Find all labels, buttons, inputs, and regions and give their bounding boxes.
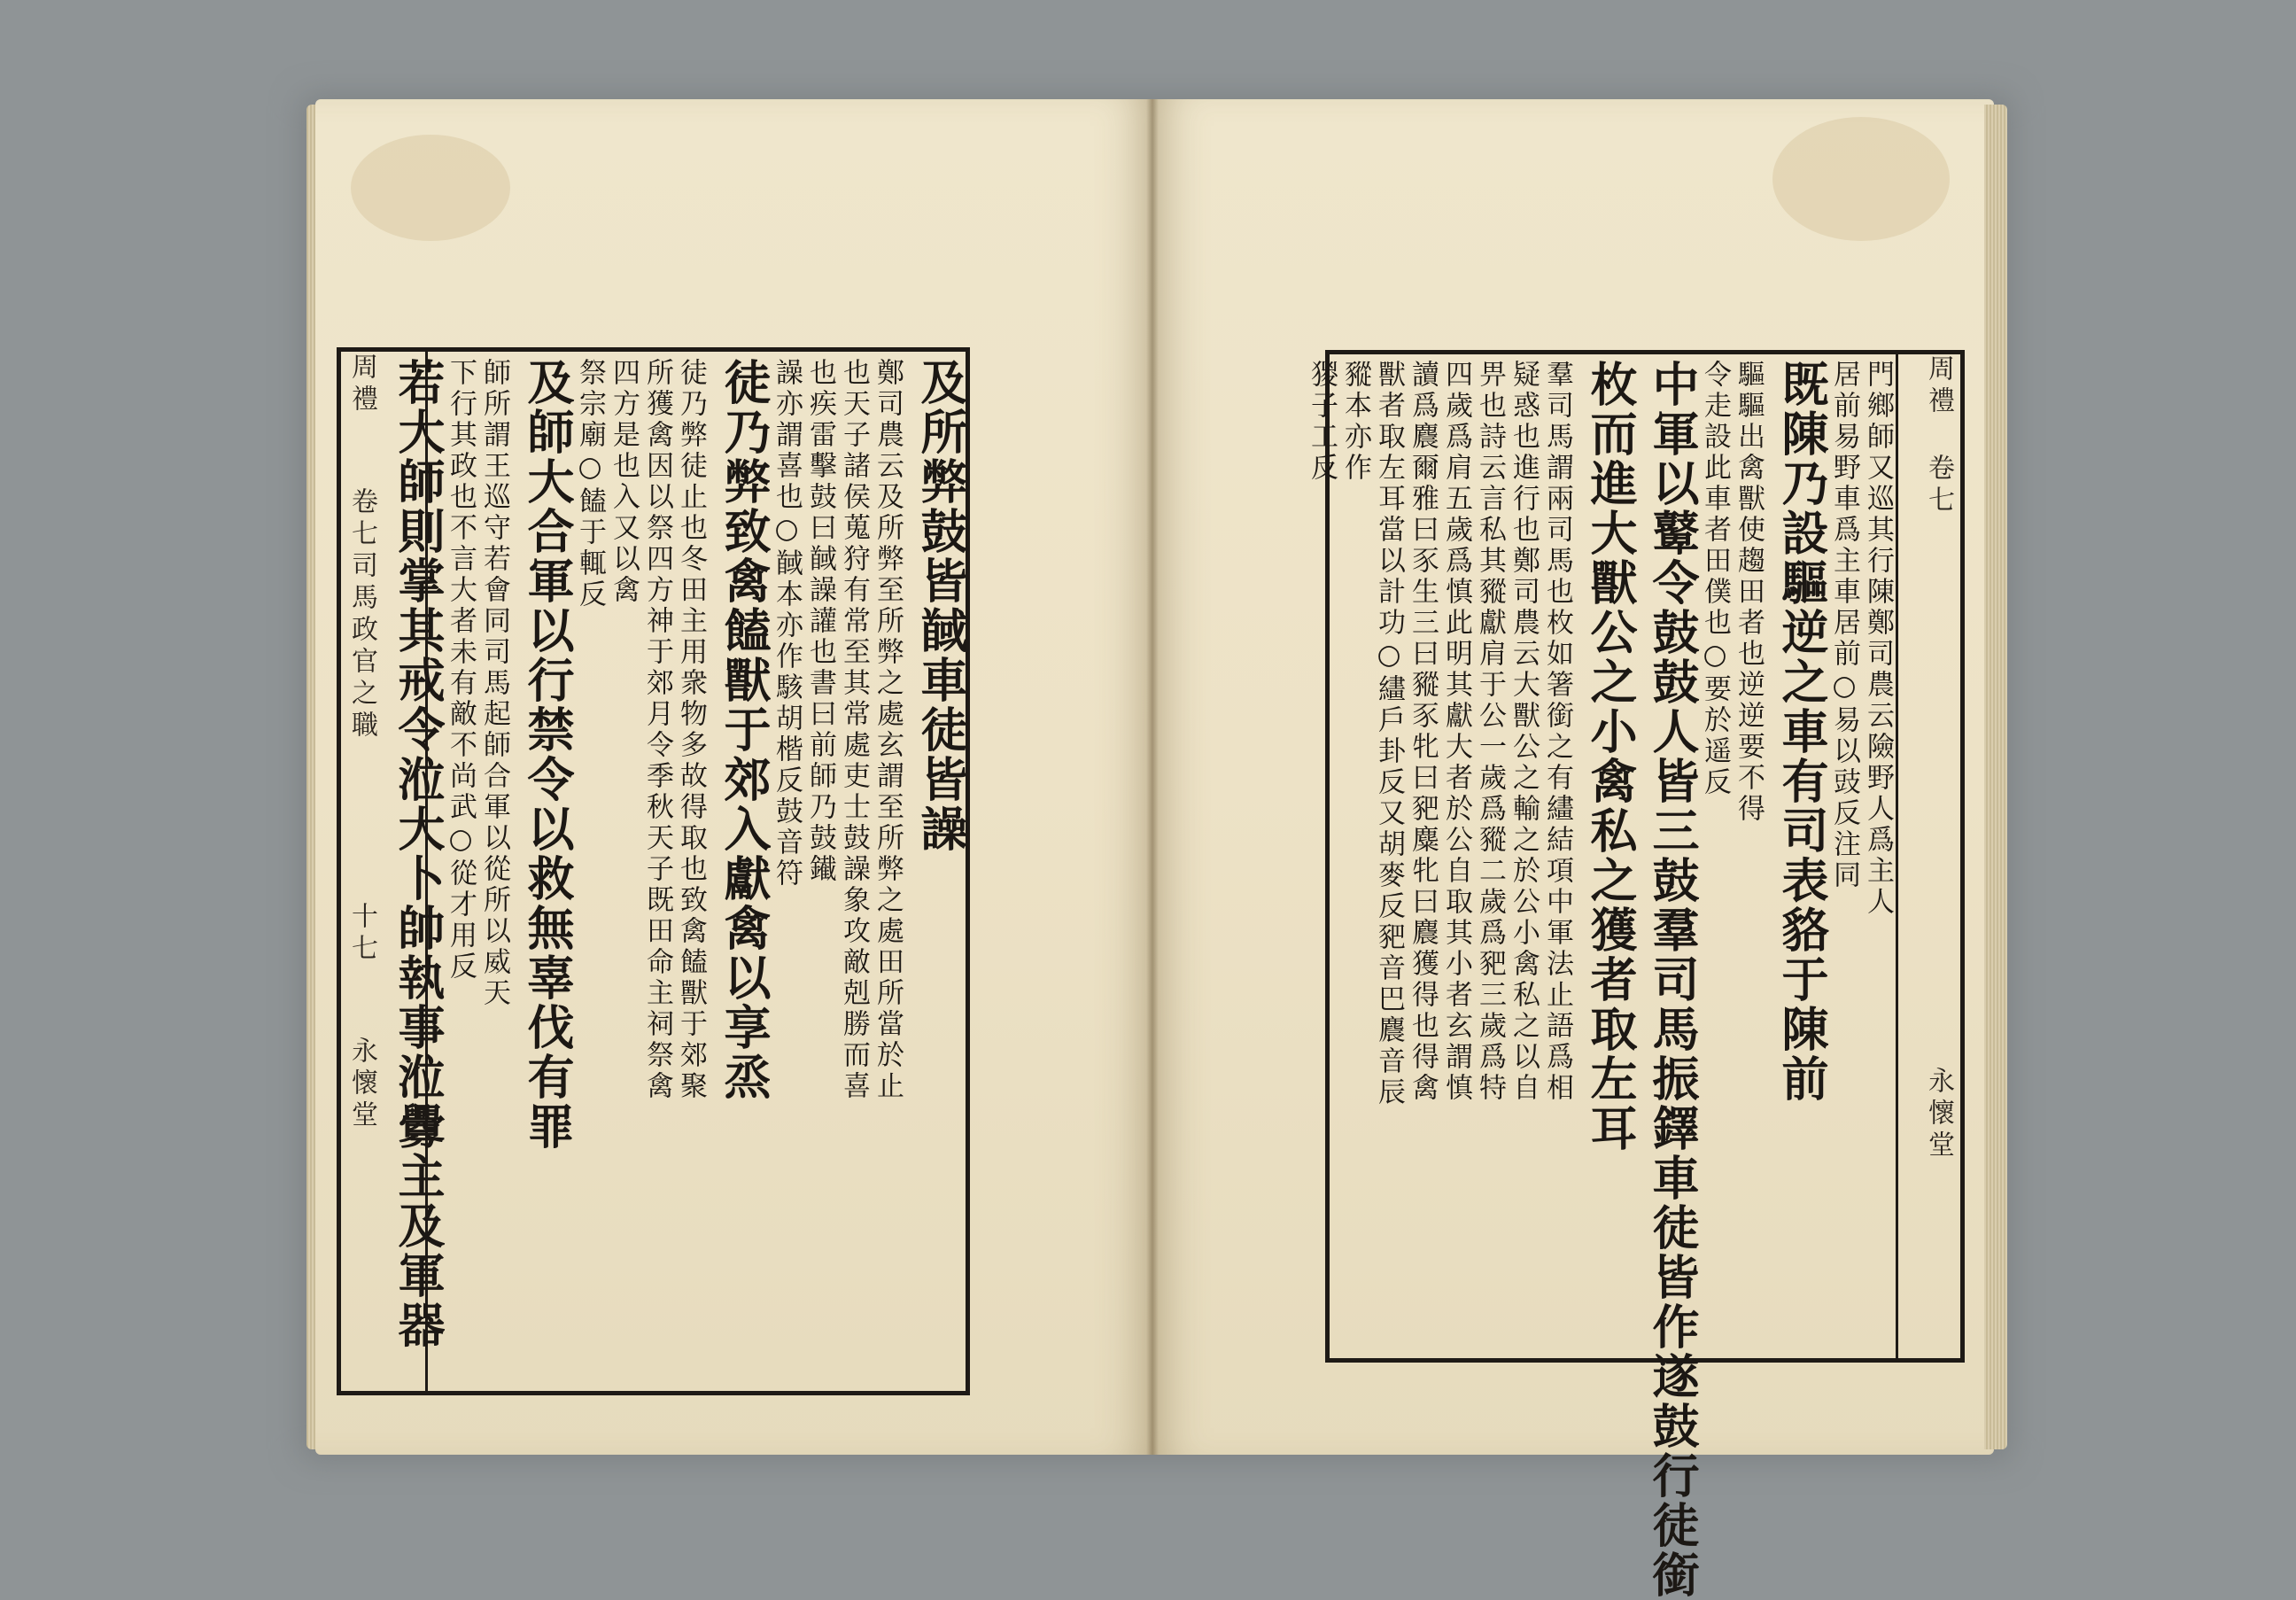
commentary-text-column: 徒乃弊徒止也冬田主用衆物多故得取也致禽饁獸于郊聚	[675, 358, 707, 1102]
main-text-column: 枚而進大獸公之小禽私之獲者取左耳	[1583, 360, 1638, 1153]
commentary-text-column: 羣司馬謂兩司馬也枚如箸銜之有繣結項中軍法止語爲相	[1541, 360, 1573, 1104]
commentary-text-column: 疑惑也進行也鄭司農云大獸公之輸之於公小禽私之以自	[1508, 360, 1540, 1104]
right-margin-title: 周禮卷七永懷堂	[1923, 354, 1954, 1162]
commentary-text-column: 居前易野車爲主車居前○易以豉反注同	[1828, 360, 1860, 891]
commentary-text-column: 令走設此車者田僕也○要於遥反	[1699, 360, 1731, 798]
main-text-column: 徒乃弊致禽饁獸于郊入獻禽以享烝	[717, 358, 772, 1102]
commentary-text-column: 也疾雷擊鼓曰馘譟讙也書曰前師乃鼓䥫	[804, 358, 836, 885]
commentary-text-column: 師所謂王巡守若會同司馬起師合軍以從所以威天	[478, 358, 510, 1009]
folio-divider-rule	[1896, 350, 1898, 1363]
page-stack-right	[1984, 105, 2007, 1449]
commentary-text-column: 祭宗廟○饁于輒反	[574, 358, 606, 610]
commentary-text-column: 門鄉師又巡其行陳鄭司農云險野人爲主人	[1862, 360, 1894, 918]
commentary-text-column: 下行其政也不言大者未有敵不尚武○從才用反	[445, 358, 477, 983]
main-text-column: 中軍以鼙令鼓鼓人皆三鼓羣司馬振鐸車徒皆作遂鼓行徒銜	[1645, 360, 1700, 1600]
commentary-text-column: 也天子諸侯蒐狩有常至其常處吏士鼓譟象攻敵剋勝而喜	[838, 358, 870, 1102]
paper-stain	[351, 135, 510, 241]
main-text-column: 及師大合軍以行禁令以救無辜伐有罪	[520, 358, 575, 1152]
commentary-text-column: 讀爲麎爾雅曰豕生三曰豵豕牝曰豝麋牝曰麎獲得也得禽	[1407, 360, 1439, 1104]
paper-stain	[1772, 117, 1950, 241]
commentary-text-column: 驅驅出禽獸使趨田者也逆逆要不得	[1733, 360, 1765, 825]
commentary-text-column: 畀也詩云言私其豵獻肩于公一歲爲豵二歲爲豝三歲爲特	[1474, 360, 1506, 1104]
commentary-text-column: 四歲爲肩五歲爲慎此明其獻大者於公自取其小者玄謂慎	[1440, 360, 1472, 1104]
main-text-column: 及所弊鼓皆馘車徒皆譟	[913, 358, 968, 854]
main-text-column: 若大師則掌其戒令涖大卜帥執事涖釁主及軍器	[391, 358, 446, 1350]
commentary-text-column: 獸者取左耳當以計功○繣戶卦反又胡麥反豝音巴麎音辰	[1373, 360, 1405, 1108]
commentary-text-column: 四方是也入又以禽	[608, 358, 640, 606]
commentary-text-column: 所獲禽因以祭四方神于郊月令季秋天子既田命主祠祭禽	[641, 358, 673, 1102]
commentary-text-column: 豵本亦作	[1339, 360, 1371, 484]
commentary-text-column: 譟亦謂喜也○馘本亦作駭胡楷反鼓音符	[771, 358, 803, 889]
left-margin-title: 周禮卷七司馬政官之職十七永懷堂	[346, 353, 377, 1132]
book-gutter	[1146, 99, 1159, 1455]
commentary-text-column: 猣子工反	[1306, 360, 1338, 484]
main-text-column: 既陳乃設驅逆之車有司表貉于陳前	[1774, 360, 1829, 1104]
commentary-text-column: 鄭司農云及所弊至所弊之處玄謂至所弊之處田所當於止	[872, 358, 904, 1102]
